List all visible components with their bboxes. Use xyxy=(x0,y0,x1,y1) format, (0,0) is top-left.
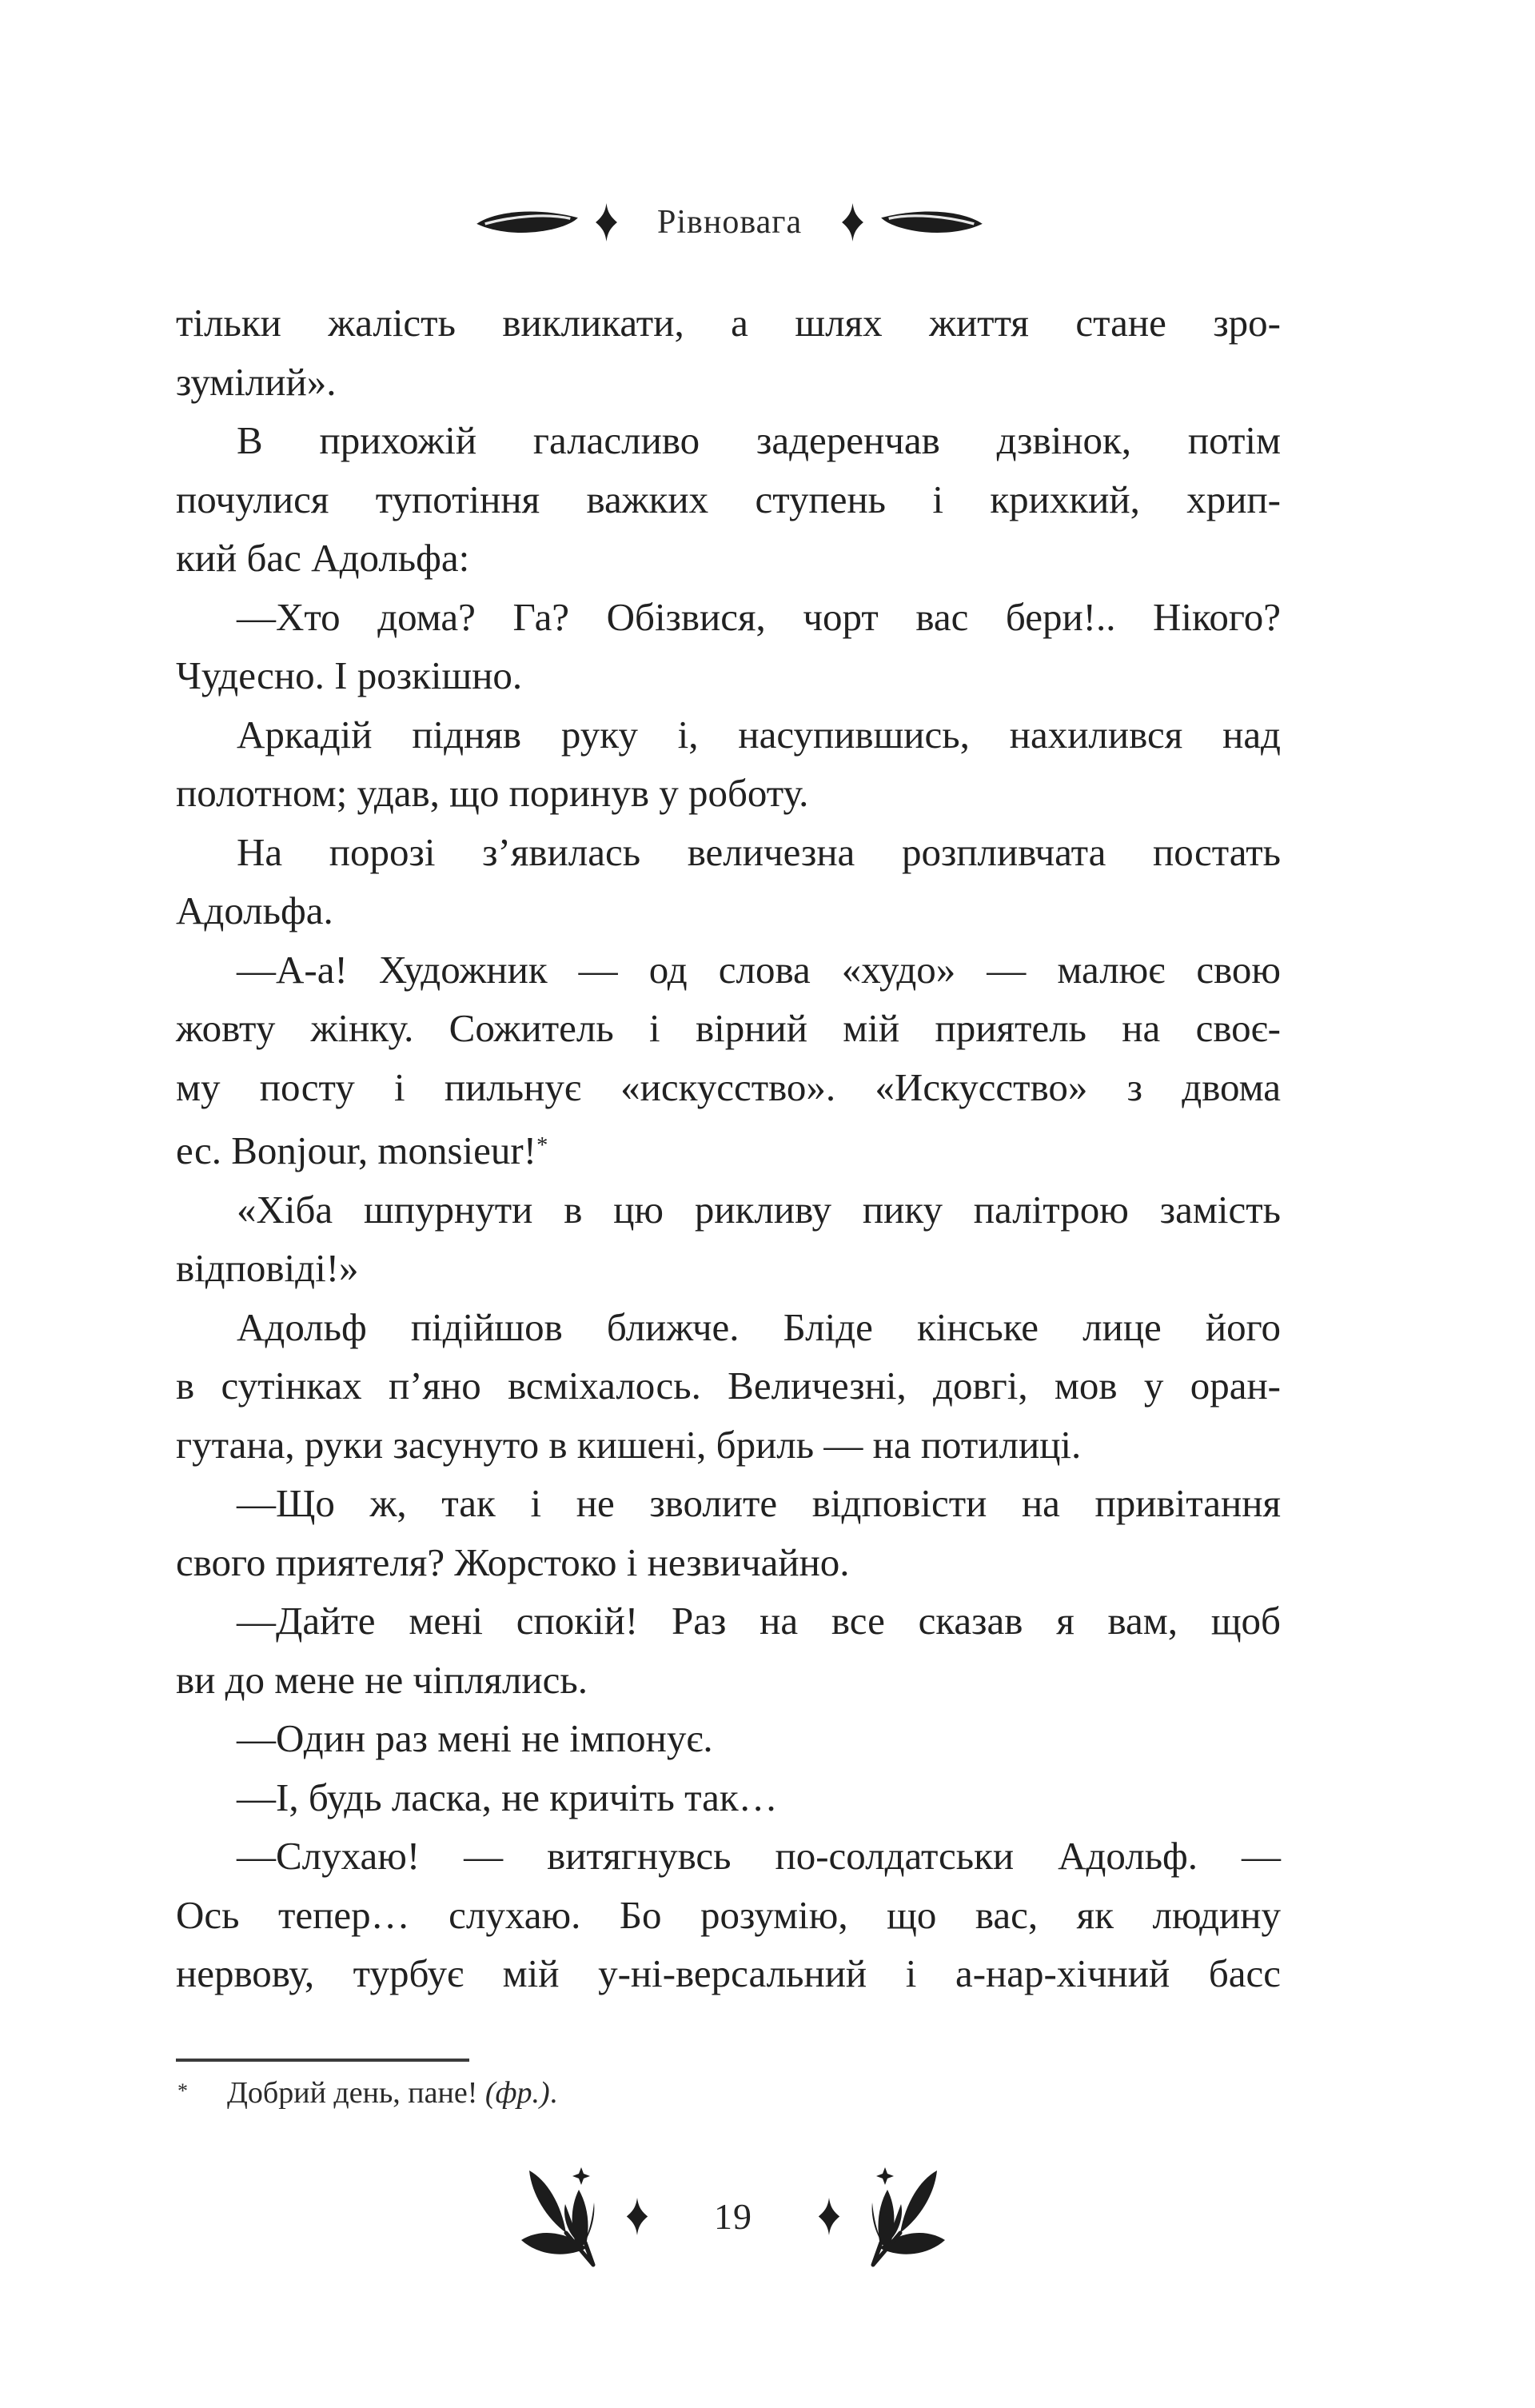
text-line: Ось тепер… слухаю. Бо розумію, що вас, як людину xyxy=(176,1892,1281,1937)
text-line: Адольфа. xyxy=(176,889,333,932)
text-line: тільки жалість викликати, а шлях життя стане зро- xyxy=(176,301,1281,345)
text-line: На порозі з’явилась величезна розпливчата постать xyxy=(237,829,1281,874)
text-line: зумілий». xyxy=(176,359,337,404)
floral-sprig-left-icon xyxy=(518,2162,611,2270)
footnote-separator-rule xyxy=(176,2059,469,2062)
text-segment: ес. Bonjour, monsieur! xyxy=(176,1128,537,1172)
text-line: —Слухаю! — витягнувсь по-солдатськи Адольф. — xyxy=(237,1834,1281,1878)
page-footer xyxy=(518,2161,948,2271)
footnote-reference-marker: * xyxy=(536,1133,548,1158)
footnote-text-language: (фр.) xyxy=(484,2076,550,2110)
floral-sprig-right-icon xyxy=(855,2162,948,2270)
text-line: полотном; удав, що поринув у роботу. xyxy=(176,771,809,815)
diamond-star-icon xyxy=(841,202,864,242)
text-line: Аркадій підняв руку і, насупившись, нахилився над xyxy=(237,712,1281,757)
text-line: нервову, турбує мій у-ні-версальний і а-нар-хічний басс xyxy=(176,1951,1281,1995)
page-number: 19 xyxy=(714,2195,752,2237)
text-line: —І, будь ласка, не кричіть так… xyxy=(237,1775,778,1819)
text-line: «Хіба шпурнути в цю рикливу пику палітрою замість xyxy=(237,1187,1281,1232)
leaf-ornament-right-icon xyxy=(878,206,985,238)
text-line: жовту жінку. Сожитель і вірний мій приятель на своє- xyxy=(176,1006,1281,1050)
footnote-marker: * xyxy=(177,2079,188,2103)
text-line: —Хто дома? Га? Обізвися, чорт вас бери!.. Нікого? xyxy=(237,594,1281,639)
text-line: кий бас Адольфа: xyxy=(176,536,470,580)
text-line: —Дайте мені спокій! Раз на все сказав я вам, щоб xyxy=(237,1599,1281,1643)
text-line: в сутінках п’яно всміхалось. Величезні, довгі, мов у оран- xyxy=(176,1364,1281,1408)
footnote-text-main: Добрий день, пане! xyxy=(227,2076,485,2110)
footnote xyxy=(176,2073,1281,2113)
text-line: му посту і пильнує «искусство». «Искусство» з двома xyxy=(176,1064,1281,1109)
text-line: В прихожій галасливо задеренчав дзвінок, потім xyxy=(237,418,1281,462)
footnote-text xyxy=(227,2076,557,2110)
text-line: —Що ж, так і не зволите відповісти на привітання xyxy=(237,1481,1281,1525)
footnote-text-tail: . xyxy=(549,2076,558,2110)
text-line: відповіді!» xyxy=(176,1246,359,1290)
text-line: —А-а! Художник — од слова «худо» — малює свою xyxy=(237,947,1281,992)
text-line: —Один раз мені не імпонує. xyxy=(237,1716,713,1760)
text-line: ви до мене не чіплялись. xyxy=(176,1657,588,1702)
text-line-with-footnote-ref xyxy=(176,1116,1281,1180)
diamond-star-icon xyxy=(595,202,618,242)
leaf-ornament-left-icon xyxy=(474,206,581,238)
text-line: почулися тупотіння важких ступень і крихкий, хрип- xyxy=(176,477,1281,521)
text-line: гутана, руки засунуто в кишені, бриль — на потилиці. xyxy=(176,1422,1082,1467)
running-head-title: Рівновага xyxy=(657,204,803,241)
text-line: Чудесно. І розкішно. xyxy=(176,653,523,697)
diamond-star-icon xyxy=(624,2197,650,2236)
running-head xyxy=(474,198,985,246)
body-text xyxy=(176,294,1281,2003)
diamond-star-icon xyxy=(816,2197,842,2236)
text-line: Адольф підійшов ближче. Бліде кінське лице його xyxy=(237,1304,1281,1349)
text-line: свого приятеля? Жорстоко і незвичайно. xyxy=(176,1539,850,1584)
